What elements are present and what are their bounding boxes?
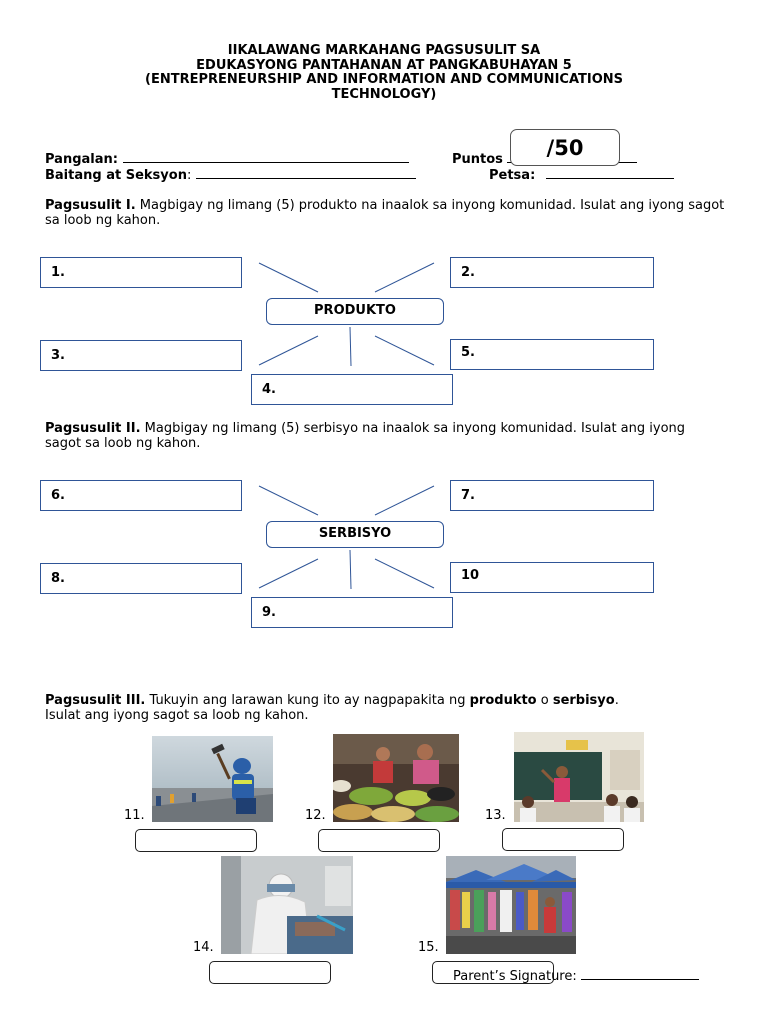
test3-label: Pagsusulit III. bbox=[45, 693, 146, 708]
answer-box-3[interactable]: 3. bbox=[40, 340, 242, 371]
name-label: Pangalan: bbox=[45, 152, 118, 167]
picture-teacher-classroom bbox=[514, 732, 644, 822]
test3-text-a: Tukuyin ang larawan kung ito ay nagpapakita ng bbox=[145, 693, 470, 708]
test1-instruction bbox=[45, 198, 725, 228]
item-number-12: 12. bbox=[305, 808, 326, 823]
picture-health-worker bbox=[221, 856, 353, 954]
test3-instruction bbox=[45, 693, 725, 723]
picture-market-stalls bbox=[446, 856, 576, 954]
item-number-13: 13. bbox=[485, 808, 506, 823]
date-field bbox=[489, 167, 674, 183]
produkto-center: PRODUKTO bbox=[266, 298, 444, 325]
answer-box-14[interactable] bbox=[209, 961, 331, 984]
connector-line bbox=[375, 336, 434, 365]
answer-box-9[interactable]: 9. bbox=[251, 597, 453, 628]
connector-line bbox=[259, 336, 318, 365]
test1-text: Magbigay ng limang (5) produkto na inaalok sa inyong komunidad. Isulat ang iyong sagot sa loob ng kahon. bbox=[45, 198, 725, 228]
answer-box-5[interactable]: 5. bbox=[450, 339, 654, 370]
word-produkto: produkto bbox=[469, 693, 537, 708]
answer-box-13[interactable] bbox=[502, 828, 624, 851]
test2-label: Pagsusulit II. bbox=[45, 421, 141, 436]
title-line-1: IIKALAWANG MARKAHANG PAGSUSULIT SA bbox=[227, 43, 541, 58]
serbisyo-center: SERBISYO bbox=[266, 521, 444, 548]
answer-box-6[interactable]: 6. bbox=[40, 480, 242, 511]
item-number-15: 15. bbox=[418, 940, 439, 955]
points-label: Puntos bbox=[452, 152, 503, 167]
test3-line2: Isulat ang iyong sagot sa loob ng kahon. bbox=[45, 708, 309, 723]
connector-line bbox=[375, 486, 434, 515]
date-line[interactable] bbox=[546, 167, 674, 179]
title-line-2: EDUKASYONG PANTAHANAN AT PANGKABUHAYAN 5 bbox=[196, 57, 572, 73]
section-field bbox=[45, 167, 416, 183]
name-line[interactable] bbox=[123, 151, 409, 163]
connector-line bbox=[375, 559, 434, 588]
test3-text-b: o bbox=[536, 693, 553, 708]
title-line-4: TECHNOLOGY) bbox=[331, 86, 437, 102]
test1-label: Pagsusulit I. bbox=[45, 198, 136, 213]
answer-box-7[interactable]: 7. bbox=[450, 480, 654, 511]
connector-line bbox=[259, 486, 318, 515]
title-line-3: (ENTREPRENEURSHIP AND INFORMATION AND COMMUNICATIONS bbox=[145, 72, 623, 87]
answer-box-12[interactable] bbox=[318, 829, 440, 852]
section-line[interactable] bbox=[196, 167, 416, 179]
signature-line[interactable] bbox=[581, 968, 699, 980]
picture-construction-worker bbox=[152, 736, 273, 822]
connector-line bbox=[375, 263, 434, 292]
document-title bbox=[0, 44, 768, 102]
item-number-14: 14. bbox=[193, 940, 214, 955]
test2-text: Magbigay ng limang (5) serbisyo na inaalok sa inyong komunidad. Isulat ang iyong sagot sa loob ng kahon. bbox=[45, 421, 686, 451]
connector-line bbox=[259, 263, 318, 292]
picture-market-vendors bbox=[333, 734, 459, 822]
answer-box-11[interactable] bbox=[135, 829, 257, 852]
section-colon: : bbox=[186, 168, 192, 183]
parent-signature-field bbox=[453, 968, 699, 984]
connector-line bbox=[259, 559, 318, 588]
section-label: Baitang at Seksyon bbox=[45, 168, 187, 183]
test3-text-c: . bbox=[614, 693, 619, 708]
answer-box-8[interactable]: 8. bbox=[40, 563, 242, 594]
test2-instruction bbox=[45, 421, 725, 451]
date-label: Petsa: bbox=[489, 168, 536, 183]
connector-line bbox=[350, 327, 351, 366]
connector-line bbox=[350, 550, 351, 589]
score-box: /50 bbox=[510, 129, 620, 166]
answer-box-2[interactable]: 2. bbox=[450, 257, 654, 288]
name-field bbox=[45, 151, 409, 167]
item-number-11: 11. bbox=[124, 808, 145, 823]
signature-label: Parent’s Signature: bbox=[453, 969, 577, 984]
answer-box-10[interactable]: 10 bbox=[450, 562, 654, 593]
answer-box-1[interactable]: 1. bbox=[40, 257, 242, 288]
word-serbisyo: serbisyo bbox=[552, 693, 615, 708]
answer-box-4[interactable]: 4. bbox=[251, 374, 453, 405]
